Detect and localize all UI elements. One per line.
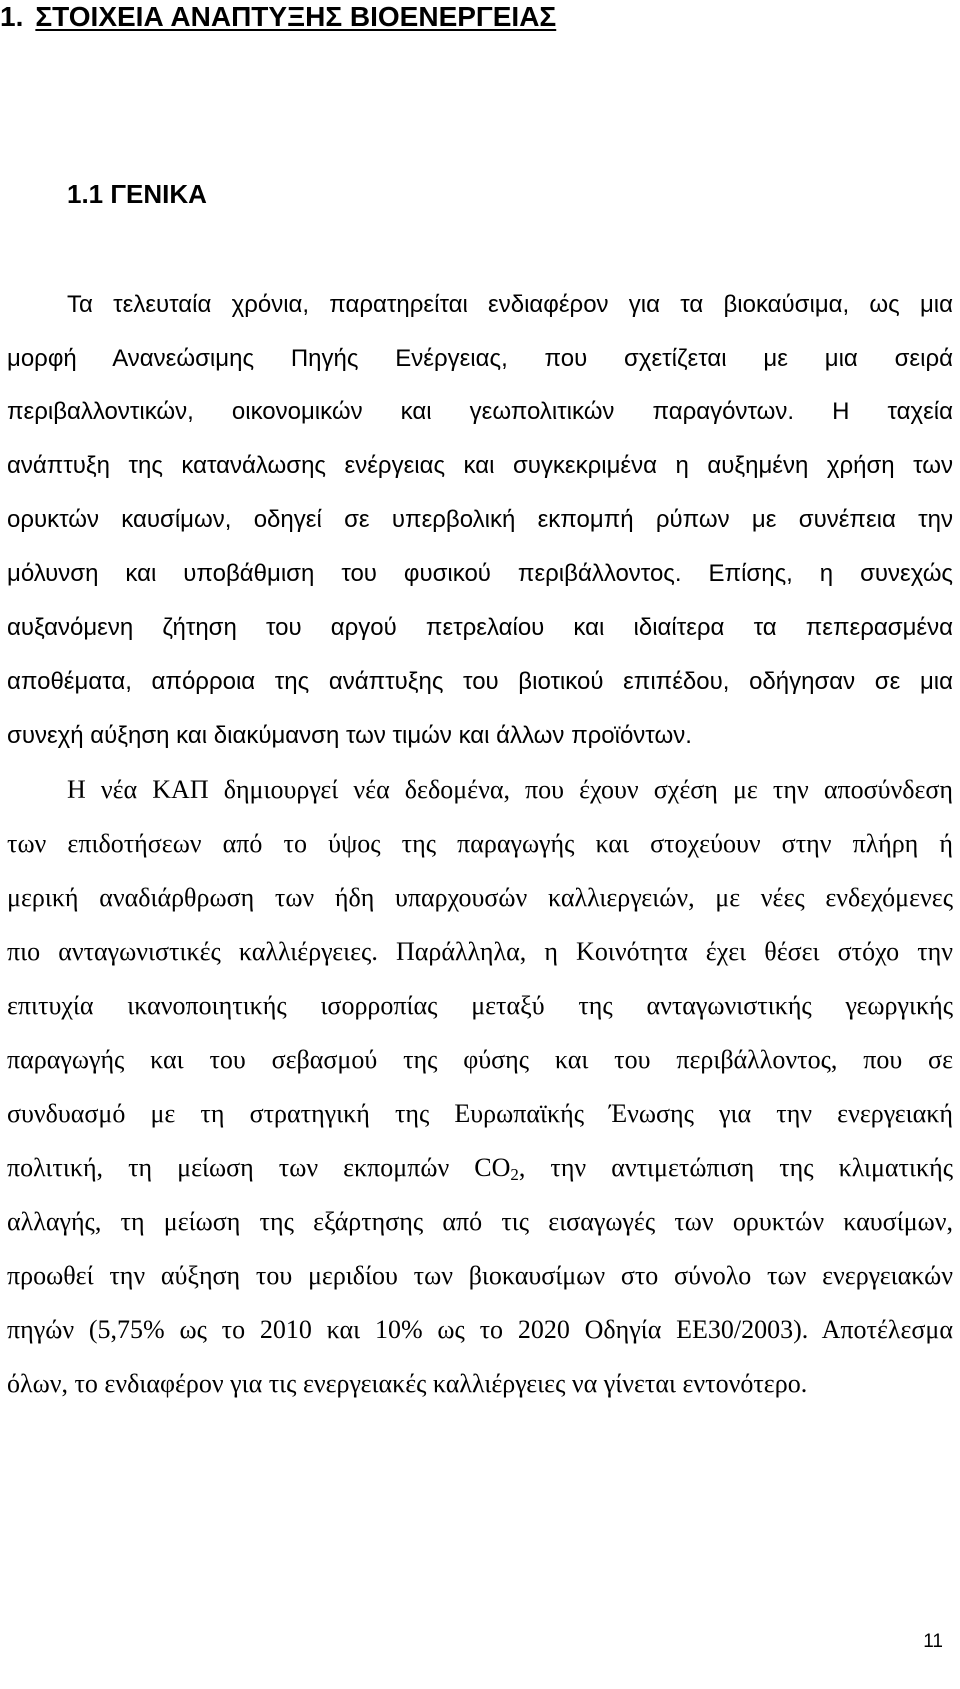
text-segment: όλων, το ενδιαφέρον για τις ενεργειακές καλλιέργειες να γίνεται εντονότερο. [7, 1369, 808, 1398]
text-segment: πηγών (5,75% ως το 2010 και 10% ως το 2020 Οδηγία ΕΕ30/2003). Αποτέλεσμα [7, 1315, 953, 1344]
section-title: 1.1 ΓΕΝΙΚΑ [67, 179, 207, 209]
text-segment: μόλυνση και υποβάθμιση του φυσικού περιβάλλοντος. Επίσης, η συνεχώς [7, 560, 953, 587]
text-line [7, 1204, 953, 1240]
text-segment: παραγωγής και του σεβασμού της φύσης και του περιβάλλοντος, που σε [7, 1045, 953, 1074]
text-segment: αποθέματα, απόρροια της ανάπτυξης του βιοτικού επιπέδου, οδήγησαν σε μια [7, 668, 953, 695]
text-line [7, 1042, 953, 1078]
text-line [7, 1366, 953, 1402]
subscript: 2 [510, 1165, 519, 1185]
text-segment: επιτυχία ικανοποιητικής ισορροπίας μεταξύ της ανταγωνιστικής γεωργικής [7, 991, 953, 1020]
text-segment: Τα τελευταία χρόνια, παρατηρείται ενδιαφέρον για τα βιοκαύσιμα, ως μια [67, 291, 953, 318]
page-number: 11 [923, 1631, 943, 1652]
text-line [7, 988, 953, 1024]
text-segment: περιβαλλοντικών, οικονομικών και γεωπολιτικών παραγόντων. Η ταχεία [7, 398, 953, 425]
text-line [7, 1150, 953, 1186]
text-segment: συνεχή αύξηση και διακύμανση των τιμών και άλλων προϊόντων. [7, 722, 692, 749]
chapter-title: ΣΤΟΙΧΕΙΑ ΑΝΑΠΤΥΞΗΣ ΒΙΟΕΝΕΡΓΕΙΑΣ [35, 1, 557, 32]
text-line [67, 772, 953, 808]
text-line [7, 1096, 953, 1132]
text-line [7, 718, 953, 754]
text-segment: των επιδοτήσεων από το ύψος της παραγωγής και στοχεύουν στην πλήρη ή [7, 829, 953, 858]
text-segment: Η νέα ΚΑΠ δημιουργεί νέα δεδομένα, που έχουν σχέση με την αποσύνδεση [67, 775, 953, 804]
text-line [7, 826, 953, 862]
text-segment: ανάπτυξη της κατανάλωσης ενέργειας και συγκεκριμένα η αυξημένη χρήση των [7, 452, 953, 479]
text-segment: συνδυασμό με τη στρατηγική της Ευρωπαϊκής Ένωσης για την ενεργειακή [7, 1099, 953, 1128]
chapter-heading [0, 0, 556, 36]
text-segment: , την αντιμετώπιση της κλιματικής [518, 1153, 953, 1182]
text-segment: πιο ανταγωνιστικές καλλιέργειες. Παράλληλα, η Κοινότητα έχει θέσει στόχο την [7, 937, 953, 966]
text-line [7, 934, 953, 970]
text-line [7, 1312, 953, 1348]
text-line [67, 287, 953, 323]
text-segment: μερική αναδιάρθρωση των ήδη υπαρχουσών καλλιεργειών, με νέες ενδεχόμενες [7, 883, 953, 912]
text-segment: αυξανόμενη ζήτηση του αργού πετρελαίου και ιδιαίτερα τα πεπερασμένα [7, 614, 953, 641]
chapter-number: 1. [0, 1, 24, 32]
text-line [7, 610, 953, 646]
text-line [7, 556, 953, 592]
text-line [7, 341, 953, 377]
text-segment: πολιτική, τη μείωση των εκπομπών CO [7, 1153, 511, 1182]
text-line [7, 664, 953, 700]
text-line [7, 448, 953, 484]
text-segment: ορυκτών καυσίμων, οδηγεί σε υπερβολική εκπομπή ρύπων με συνέπεια την [7, 506, 953, 533]
text-line [7, 1258, 953, 1294]
text-segment: προωθεί την αύξηση του μεριδίου των βιοκαυσίμων στο σύνολο των ενεργειακών [7, 1261, 953, 1290]
text-segment: μορφή Ανανεώσιμης Πηγής Ενέργειας, που σχετίζεται με μια σειρά [7, 345, 953, 372]
text-line [7, 502, 953, 538]
text-segment: αλλαγής, τη μείωση της εξάρτησης από τις εισαγωγές των ορυκτών καυσίμων, [7, 1207, 953, 1236]
text-line [7, 394, 953, 430]
text-line [7, 880, 953, 916]
